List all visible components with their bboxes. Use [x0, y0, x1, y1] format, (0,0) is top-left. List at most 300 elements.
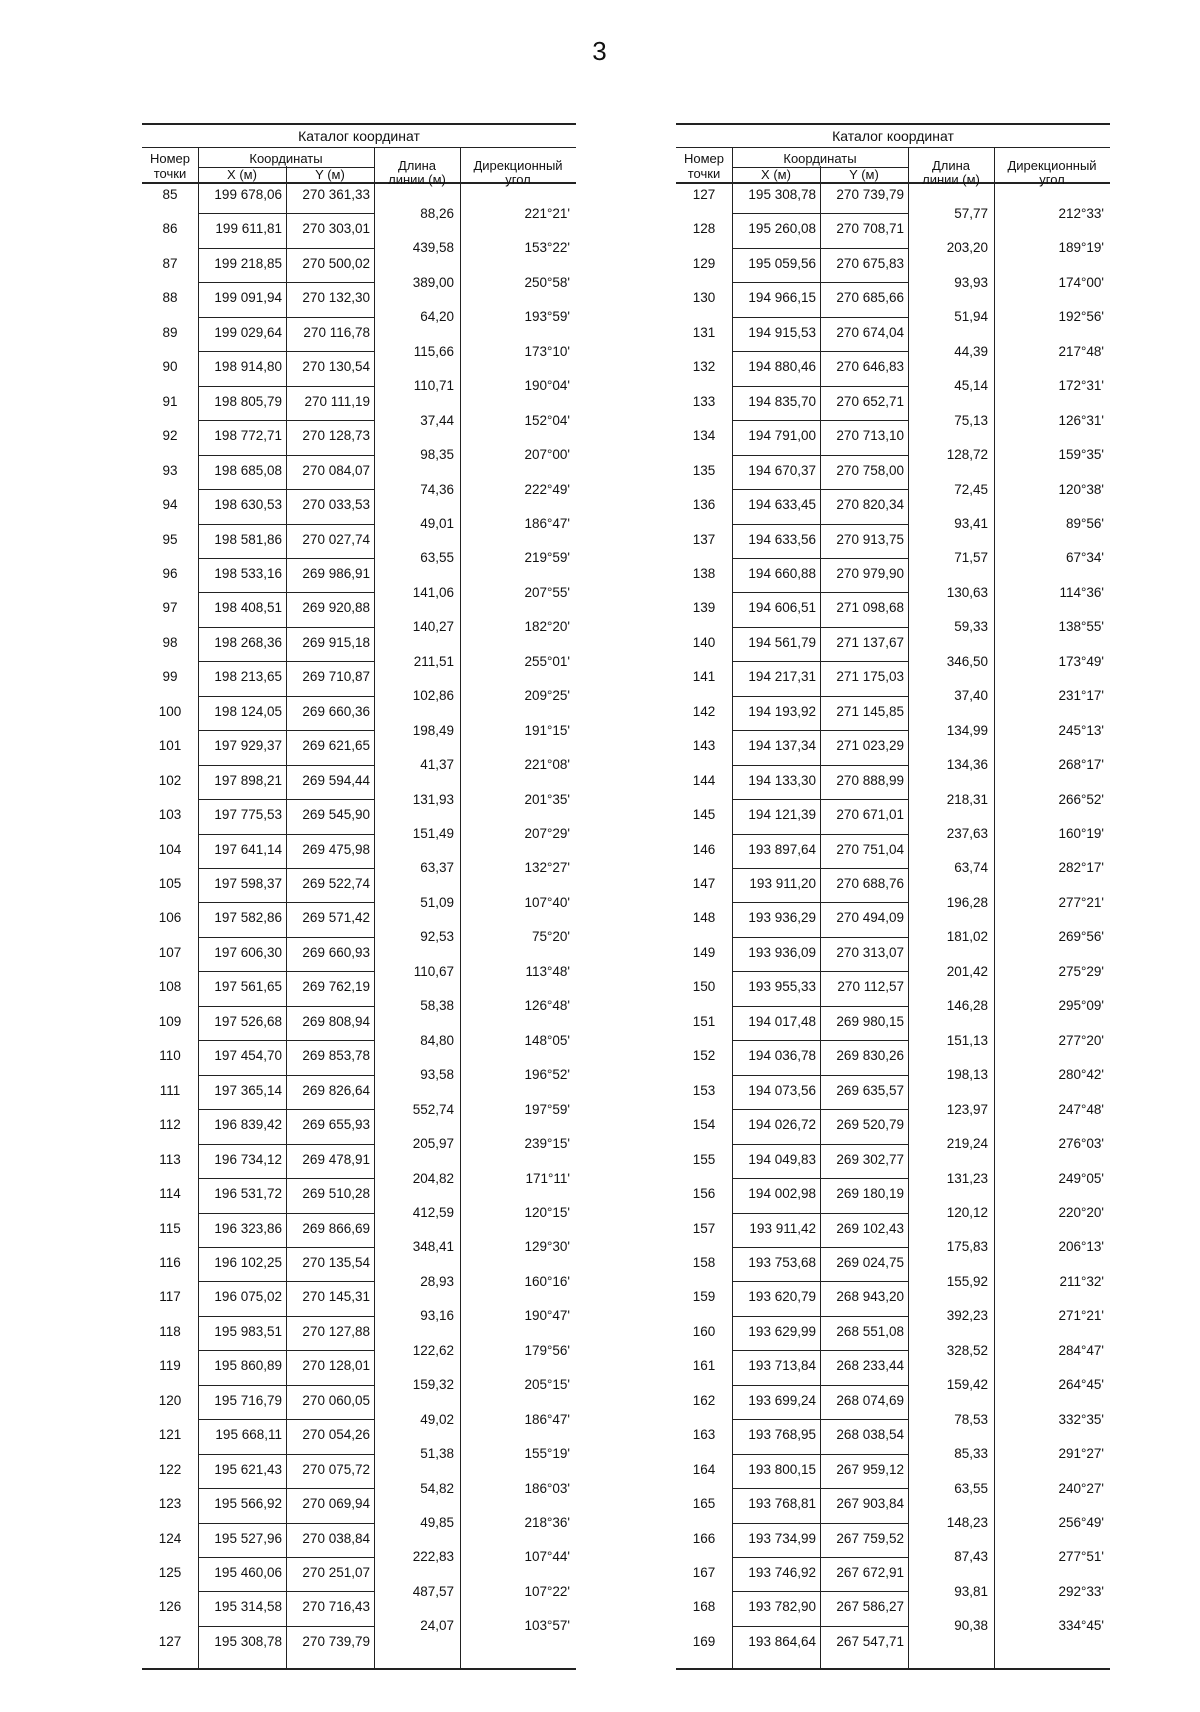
direction-angle: 172°31' [1058, 378, 1104, 394]
line-length: 198,49 [412, 722, 454, 738]
y-coordinate: 270 027,74 [302, 531, 370, 547]
direction-angle: 138°55' [1058, 619, 1104, 635]
x-coordinate: 195 716,79 [214, 1392, 282, 1408]
x-coordinate: 193 629,99 [748, 1323, 816, 1339]
row-divider [732, 524, 908, 525]
y-coordinate: 269 621,65 [302, 738, 370, 754]
row-divider [732, 248, 908, 249]
direction-angle: 186°47' [524, 515, 570, 531]
direction-angle: 107°40' [524, 894, 570, 910]
row-divider [732, 971, 908, 972]
point-number: 146 [692, 841, 716, 857]
x-coordinate: 195 308,78 [214, 1633, 282, 1649]
row-divider [732, 489, 908, 490]
y-coordinate: 271 098,68 [836, 600, 904, 616]
y-coordinate: 267 759,52 [836, 1530, 904, 1546]
line-length: 141,06 [412, 584, 454, 600]
row-divider [732, 1454, 908, 1455]
point-number: 165 [692, 1496, 716, 1512]
line-length: 131,93 [412, 791, 454, 807]
direction-angle: 186°47' [524, 1411, 570, 1427]
direction-angle: 179°56' [524, 1342, 570, 1358]
direction-angle: 240°27' [1058, 1480, 1104, 1496]
x-coordinate: 197 454,70 [214, 1048, 282, 1064]
row-divider [198, 1419, 374, 1420]
line-length: 151,49 [412, 826, 454, 842]
point-number: 108 [158, 979, 182, 995]
direction-angle: 277°20' [1058, 1032, 1104, 1048]
line-length: 93,93 [954, 274, 988, 290]
y-coordinate: 270 069,94 [302, 1496, 370, 1512]
line-length: 128,72 [946, 447, 988, 463]
point-number: 93 [162, 462, 178, 478]
point-number: 117 [159, 1289, 181, 1305]
line-length: 412,59 [412, 1204, 454, 1220]
y-coordinate: 270 500,02 [302, 255, 370, 271]
x-coordinate: 193 768,95 [748, 1427, 816, 1443]
direction-angle: 211°32' [1059, 1273, 1104, 1289]
line-length: 110,67 [413, 963, 454, 979]
point-number: 149 [692, 944, 716, 960]
row-divider [198, 1109, 374, 1110]
direction-angle: 295°09' [1058, 998, 1104, 1014]
row-divider [732, 1040, 908, 1041]
x-coordinate: 196 075,02 [214, 1289, 282, 1305]
row-divider [732, 282, 908, 283]
line-length: 58,38 [420, 998, 454, 1014]
x-coordinate: 193 955,33 [748, 979, 816, 995]
direction-angle: 126°31' [1058, 412, 1104, 428]
y-coordinate: 269 522,74 [302, 876, 370, 891]
line-length: 24,07 [420, 1618, 454, 1634]
line-length: 93,16 [420, 1308, 454, 1324]
direction-angle: 190°04' [524, 378, 570, 394]
x-coordinate: 198 772,71 [214, 428, 282, 444]
y-coordinate: 269 024,75 [836, 1254, 904, 1270]
x-coordinate: 198 268,36 [214, 634, 282, 650]
direction-angle: 152°04' [524, 412, 570, 428]
y-coordinate: 270 145,31 [302, 1289, 370, 1305]
line-length: 37,40 [954, 688, 988, 704]
point-number: 102 [158, 772, 182, 788]
point-number: 161 [692, 1358, 716, 1374]
point-number: 167 [692, 1565, 716, 1580]
line-length: 218,31 [946, 791, 988, 807]
x-coordinate: 194 915,53 [748, 324, 816, 340]
x-coordinate: 198 581,86 [214, 531, 282, 547]
x-coordinate: 194 049,83 [748, 1151, 816, 1167]
x-coordinate: 197 606,30 [214, 944, 282, 960]
y-coordinate: 271 175,03 [836, 669, 904, 685]
x-coordinate: 194 036,78 [748, 1048, 816, 1064]
line-length: 130,63 [946, 584, 988, 600]
direction-angle: 207°29' [524, 826, 570, 842]
direction-angle: 268°17' [1058, 757, 1104, 773]
x-coordinate: 193 713,84 [748, 1358, 816, 1374]
direction-angle: 271°21' [1058, 1308, 1104, 1324]
point-number: 123 [158, 1496, 182, 1512]
y-coordinate: 269 980,15 [836, 1013, 904, 1029]
y-coordinate: 270 708,71 [836, 221, 904, 237]
line-length: 49,85 [420, 1515, 454, 1531]
direction-angle: 277°21' [1058, 894, 1104, 910]
point-number: 155 [692, 1151, 716, 1167]
x-coordinate: 199 029,64 [214, 324, 282, 340]
line-length: 37,44 [420, 412, 454, 428]
y-coordinate: 270 111,19 [304, 393, 370, 409]
header-point-number-2: точки [153, 166, 187, 181]
y-coordinate: 270 313,07 [836, 944, 904, 960]
x-coordinate: 198 124,05 [214, 703, 282, 719]
row-divider [732, 765, 908, 766]
line-length: 93,81 [954, 1583, 988, 1599]
header-coordinates: Координаты [732, 151, 908, 168]
y-coordinate: 267 903,84 [836, 1496, 904, 1512]
line-length: 346,50 [946, 653, 988, 669]
y-coordinate: 269 635,57 [836, 1082, 904, 1098]
y-coordinate: 270 132,30 [302, 290, 370, 306]
x-coordinate: 195 308,78 [748, 187, 816, 202]
y-coordinate: 270 127,88 [302, 1323, 370, 1339]
header-point-number-2: точки [687, 166, 721, 181]
point-number: 133 [692, 393, 716, 409]
y-coordinate: 270 494,09 [836, 910, 904, 926]
direction-angle: 219°59' [524, 550, 570, 566]
direction-angle: 250°58' [524, 274, 570, 290]
y-coordinate: 269 510,28 [302, 1186, 370, 1202]
x-coordinate: 194 073,56 [748, 1082, 816, 1098]
row-divider [198, 1040, 374, 1041]
line-length: 159,42 [946, 1377, 988, 1393]
row-divider [732, 1350, 908, 1351]
point-number: 122 [158, 1461, 182, 1477]
point-number: 96 [162, 565, 178, 581]
direction-angle: 207°00' [524, 447, 570, 463]
row-divider [732, 455, 908, 456]
y-coordinate: 270 130,54 [302, 359, 370, 375]
line-length: 389,00 [412, 274, 454, 290]
row-divider [198, 213, 374, 214]
x-coordinate: 197 561,65 [214, 979, 282, 995]
row-divider [198, 455, 374, 456]
y-coordinate: 269 660,93 [302, 944, 370, 960]
row-divider [732, 386, 908, 387]
point-number: 112 [159, 1117, 181, 1133]
direction-angle: 221°21' [524, 205, 570, 221]
x-coordinate: 195 059,56 [748, 255, 816, 271]
point-number: 109 [158, 1013, 182, 1029]
line-length: 115,66 [413, 343, 454, 359]
catalog-header [676, 148, 1110, 187]
direction-angle: 334°45' [1058, 1618, 1104, 1634]
point-number: 162 [692, 1392, 716, 1408]
point-number: 139 [692, 600, 716, 616]
direction-angle: 160°19' [1058, 826, 1104, 842]
point-number: 130 [692, 290, 716, 306]
line-length: 198,13 [946, 1067, 988, 1083]
row-divider [198, 1006, 374, 1007]
header-direction: Дирекционный [1007, 158, 1097, 173]
row-divider [732, 351, 908, 352]
point-number: 129 [692, 255, 716, 271]
line-length: 90,38 [954, 1618, 988, 1634]
direction-angle: 173°49' [1058, 653, 1104, 669]
row-divider [732, 1178, 908, 1179]
row-divider [732, 1385, 908, 1386]
x-coordinate: 193 734,99 [748, 1530, 816, 1546]
line-length: 102,86 [412, 688, 454, 704]
row-divider [198, 627, 374, 628]
direction-angle: 209°25' [524, 688, 570, 704]
x-coordinate: 194 217,31 [748, 669, 816, 685]
line-length: 64,20 [420, 309, 454, 325]
x-coordinate: 198 533,16 [214, 565, 282, 581]
direction-angle: 107°22' [524, 1583, 570, 1599]
row-divider [732, 1523, 908, 1524]
point-number: 135 [692, 462, 716, 478]
y-coordinate: 270 060,05 [302, 1392, 370, 1408]
row-divider [198, 489, 374, 490]
x-coordinate: 196 839,42 [214, 1117, 282, 1133]
point-number: 94 [162, 497, 178, 513]
y-coordinate: 269 545,90 [302, 807, 370, 823]
direction-angle: 275°29' [1058, 963, 1104, 979]
direction-angle: 197°59' [524, 1101, 570, 1117]
line-length: 98,35 [420, 447, 454, 463]
y-coordinate: 267 586,27 [836, 1599, 904, 1615]
x-coordinate: 197 365,14 [214, 1082, 282, 1098]
x-coordinate: 194 633,45 [748, 497, 816, 513]
row-divider [198, 558, 374, 559]
y-coordinate: 269 180,19 [836, 1186, 904, 1202]
direction-angle: 291°27' [1058, 1446, 1104, 1462]
x-coordinate: 194 791,00 [748, 428, 816, 444]
y-coordinate: 270 979,90 [836, 565, 904, 581]
x-coordinate: 194 670,37 [748, 462, 816, 478]
line-length: 204,82 [412, 1170, 454, 1186]
line-length: 122,62 [412, 1342, 454, 1358]
header-x: X (м) [761, 167, 791, 182]
catalog-header [142, 148, 576, 187]
line-length: 155,92 [946, 1273, 988, 1289]
point-number: 152 [692, 1048, 716, 1064]
line-length: 87,43 [954, 1549, 988, 1565]
y-coordinate: 270 820,34 [836, 497, 904, 513]
catalog-body [676, 184, 1110, 1670]
row-divider [198, 868, 374, 869]
line-length: 348,41 [412, 1239, 454, 1255]
x-coordinate: 193 911,42 [749, 1220, 816, 1236]
y-coordinate: 270 739,79 [836, 187, 904, 202]
y-coordinate: 270 739,79 [302, 1633, 370, 1649]
y-coordinate: 269 853,78 [302, 1048, 370, 1064]
y-coordinate: 268 038,54 [836, 1427, 904, 1443]
catalog-body [142, 184, 576, 1670]
y-coordinate: 269 302,77 [836, 1151, 904, 1167]
direction-angle: 239°15' [524, 1136, 570, 1152]
row-divider [198, 420, 374, 421]
x-coordinate: 197 526,68 [214, 1013, 282, 1029]
point-number: 95 [162, 531, 178, 547]
point-number: 91 [162, 393, 178, 409]
x-coordinate: 198 805,79 [214, 393, 282, 409]
row-divider [732, 834, 908, 835]
y-coordinate: 270 758,00 [836, 462, 904, 478]
row-divider [198, 351, 374, 352]
header-direction-2: угол [505, 172, 531, 187]
point-number: 119 [159, 1358, 181, 1374]
line-length: 134,99 [946, 722, 988, 738]
line-length: 57,77 [954, 205, 988, 221]
row-divider [198, 1350, 374, 1351]
y-coordinate: 271 023,29 [836, 738, 904, 754]
y-coordinate: 269 102,43 [836, 1220, 904, 1236]
y-coordinate: 269 475,98 [302, 841, 370, 857]
row-divider [732, 1591, 908, 1592]
direction-angle: 191°15' [524, 722, 570, 738]
line-length: 181,02 [946, 929, 988, 945]
line-length: 63,74 [954, 860, 988, 876]
line-length: 196,28 [946, 894, 988, 910]
y-coordinate: 270 135,54 [302, 1254, 370, 1270]
x-coordinate: 193 746,92 [748, 1565, 816, 1580]
direction-angle: 160°16' [524, 1273, 570, 1289]
y-coordinate: 271 137,67 [836, 634, 904, 650]
point-number: 150 [692, 979, 716, 995]
point-number: 111 [159, 1082, 181, 1098]
direction-angle: 220°20' [1058, 1204, 1104, 1220]
row-divider [732, 868, 908, 869]
row-divider [198, 1316, 374, 1317]
y-coordinate: 270 913,75 [836, 531, 904, 547]
x-coordinate: 193 936,29 [748, 910, 816, 926]
x-coordinate: 194 133,30 [748, 772, 816, 788]
x-coordinate: 193 911,20 [749, 876, 816, 891]
line-length: 151,13 [946, 1032, 988, 1048]
direction-angle: 277°51' [1058, 1549, 1104, 1565]
direction-angle: 218°36' [524, 1515, 570, 1531]
row-divider [198, 902, 374, 903]
row-divider [198, 730, 374, 731]
point-number: 107 [158, 944, 182, 960]
x-coordinate: 194 026,72 [748, 1117, 816, 1133]
direction-angle: 255°01' [524, 653, 570, 669]
row-divider [198, 937, 374, 938]
row-divider [198, 799, 374, 800]
y-coordinate: 268 233,44 [836, 1358, 904, 1374]
point-number: 148 [692, 910, 716, 926]
y-coordinate: 270 688,76 [836, 876, 904, 891]
line-length: 49,02 [420, 1411, 454, 1427]
y-coordinate: 269 660,36 [302, 703, 370, 719]
direction-angle: 120°38' [1058, 481, 1104, 497]
line-length: 51,94 [954, 309, 988, 325]
x-coordinate: 194 966,15 [748, 290, 816, 306]
line-length: 88,26 [420, 205, 454, 221]
x-coordinate: 195 460,06 [214, 1565, 282, 1580]
direction-angle: 190°47' [524, 1308, 570, 1324]
x-coordinate: 195 527,96 [214, 1530, 282, 1546]
direction-angle: 171°11' [525, 1170, 570, 1186]
direction-angle: 276°03' [1058, 1136, 1104, 1152]
row-divider [198, 971, 374, 972]
point-number: 86 [162, 221, 178, 237]
point-number: 120 [158, 1392, 182, 1408]
point-number: 121 [158, 1427, 182, 1443]
y-coordinate: 270 054,26 [302, 1427, 370, 1443]
direction-angle: 173°10' [524, 343, 570, 359]
line-length: 205,97 [412, 1136, 454, 1152]
point-number: 110 [159, 1048, 181, 1064]
row-divider [732, 1075, 908, 1076]
direction-angle: 113°48' [525, 963, 570, 979]
point-number: 151 [692, 1013, 716, 1029]
y-coordinate: 270 674,04 [836, 324, 904, 340]
row-divider [732, 661, 908, 662]
page-number: 3 [592, 36, 608, 66]
line-length: 159,32 [412, 1377, 454, 1393]
y-coordinate: 269 866,69 [302, 1220, 370, 1236]
point-number: 159 [692, 1289, 716, 1305]
direction-angle: 249°05' [1058, 1170, 1104, 1186]
y-coordinate: 269 826,64 [302, 1082, 370, 1098]
point-number: 99 [162, 669, 178, 685]
row-divider [198, 1144, 374, 1145]
x-coordinate: 195 621,43 [214, 1461, 282, 1477]
row-divider [732, 696, 908, 697]
line-length: 63,55 [420, 550, 454, 566]
x-coordinate: 194 633,56 [748, 531, 816, 547]
header-length-2: линии (м) [922, 172, 980, 187]
line-length: 140,27 [412, 619, 454, 635]
x-coordinate: 196 102,25 [214, 1254, 282, 1270]
y-coordinate: 269 710,87 [302, 669, 370, 685]
x-coordinate: 197 929,37 [214, 738, 282, 754]
row-divider [732, 627, 908, 628]
x-coordinate: 193 936,09 [748, 944, 816, 960]
point-number: 138 [692, 565, 716, 581]
x-coordinate: 193 800,15 [748, 1461, 816, 1477]
direction-angle: 284°47' [1058, 1342, 1104, 1358]
line-length: 439,58 [412, 240, 454, 256]
header-length-2: линии (м) [388, 172, 446, 187]
line-length: 51,38 [420, 1446, 454, 1462]
y-coordinate: 270 646,83 [836, 359, 904, 375]
direction-angle: 207°55' [524, 584, 570, 600]
header-direction: Дирекционный [473, 158, 563, 173]
direction-angle: 107°44' [524, 1549, 570, 1565]
direction-angle: 182°20' [524, 619, 570, 635]
row-divider [198, 1488, 374, 1489]
point-number: 114 [159, 1186, 181, 1202]
line-length: 71,57 [954, 550, 988, 566]
direction-angle: 126°48' [524, 998, 570, 1014]
direction-angle: 132°27' [524, 860, 570, 876]
line-length: 487,57 [412, 1583, 454, 1599]
direction-angle: 221°08' [524, 757, 570, 773]
x-coordinate: 195 314,58 [214, 1599, 282, 1615]
line-length: 110,71 [413, 378, 454, 394]
direction-angle: 155°19' [524, 1446, 570, 1462]
direction-angle: 264°45' [1058, 1377, 1104, 1393]
direction-angle: 174°00' [1058, 274, 1104, 290]
line-length: 59,33 [954, 619, 988, 635]
line-length: 203,20 [946, 240, 988, 256]
direction-angle: 292°33' [1058, 1583, 1104, 1599]
direction-angle: 212°33' [1058, 205, 1104, 221]
point-number: 97 [162, 600, 178, 616]
line-length: 219,24 [946, 1136, 988, 1152]
